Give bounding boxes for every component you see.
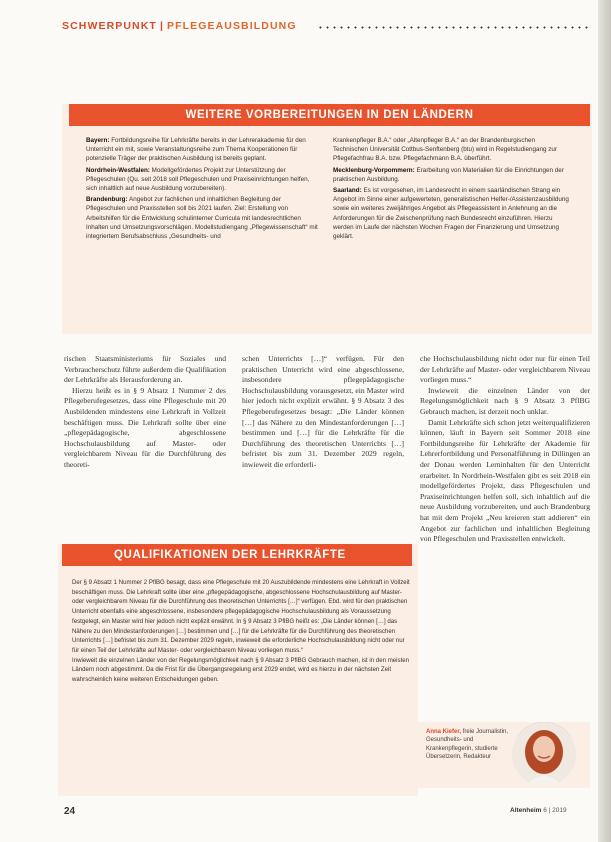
qualifikation-box-title: QUALIFIKATIONEN DER LEHRKRÄFTE <box>62 544 412 566</box>
article-column-3 <box>420 354 590 545</box>
article-paragraph: schen Unterrichts […]“ verfügen. Für den praktischen Unterricht wird eine abgeschlossene, insbesondere pflegepädagogische Hochschulausbildung vorausgesetzt, ein Master wird hier jedoch nicht explizit erwähnt. § 9 Absatz 3 des Pflegeberufegesetzes besagt: „Die Länder können […] das Nähere zu den Mindestanforderungen […] bestimmen und […] für die Lehrkräfte für die Durchführung des theoretischen Unterrichts […] befristet bis zum 31. Dezember 2029 regeln, inwieweit die erforderli- <box>242 354 404 469</box>
qualifikation-box-text <box>72 578 412 685</box>
magazine-name: Altenheim <box>510 807 542 814</box>
state-text: Es ist vorgesehen, im Landesrecht in einem saarländischen Strang ein Angebot im Sinne einer aufgewerteten, generalistischen Helfer-/Assistenzausbildung sowie ein weiteres zweijähriges Angebot als Pflegeassistent in Anlehnung an die Anforderungen für die Zwischenprüfung nach Bundesrecht einzuführen. Hierzu werden im Laufe der nächsten Wochen Fragen der Finanzierung und Umsetzung geklärt. <box>333 187 569 241</box>
page-edge <box>598 0 611 842</box>
article-paragraph: rischen Staatsministeriums für Soziales und Verbraucherschutz führte außerdem die Qualifikation der Lehrkräfte als Herausforderung an. <box>64 354 226 385</box>
header-section: SCHWERPUNKT <box>62 20 157 32</box>
state-text: Modellgefördertes Projekt zur Unterstützung der Pflegeschulen (Qu. seit 2018 soll Pflegeschulen und Praxiseinrichtungen helfen, sich inhaltlich auf neue Ausbildung vorzubereiten). <box>86 166 310 193</box>
magazine-footer <box>510 807 567 814</box>
author-name: Anna Kiefer, <box>426 729 462 735</box>
laender-box-column-right <box>333 136 571 243</box>
state-text: Krankenpfleger B.A.“ oder „Altenpfleger B.A.“ an der Brandenburgischen Technischen Universität Cottbus-Senftenberg (btu) wird in Regelstudiengang zur Pflegefachfrau B.A. bzw. Pflegefachmann B.A. überführt. <box>333 137 558 163</box>
state-name: Mecklenburg-Vorpommern: <box>333 166 415 174</box>
state-text: Fortbildungsreihe für Lehrkräfte bereits in der Lehrerakademie für den Unterricht ein mit, sowie Veranstaltungsreihe zum Thema Kooperationen für potenzielle Träger der praktischen Ausbildung ist bereits geplant. <box>86 137 306 163</box>
laender-entry <box>333 136 571 164</box>
article-column-1 <box>64 354 226 471</box>
state-text: Erarbeitung von Materialien für die Einrichtungen der praktischen Ausbildung. <box>333 166 564 183</box>
state-name: Nordrhein-Westfalen: <box>86 166 150 174</box>
header-dotted-rule <box>317 26 592 29</box>
laender-entry <box>333 186 571 241</box>
running-header <box>62 20 592 34</box>
article-paragraph: Inwieweit die einzelnen Länder von der Regelungsmöglichkeit nach § 9 Absatz 3 PflBG Gebrauch machen, ist derzeit noch unklar. <box>420 385 590 416</box>
header-separator: | <box>159 20 164 32</box>
magazine-issue: 6 | 2019 <box>541 807 567 814</box>
laender-box-column-left <box>86 136 321 243</box>
article-paragraph: Hierzu heißt es in § 9 Absatz 1 Nummer 2 des Pflegeberufegesetzes, dass eine Pflegeschule mit 20 Ausbildenden mindestens eine Lehrkraft in Vollzeit beschäftigen muss. Die Lehrkraft sollte über eine „pflegepädagogische, abgeschlossene Hochschulausbildung auf Master- oder vergleichbarem Niveau für die Durchführung des theoreti- <box>64 385 226 469</box>
laender-entry <box>86 166 321 194</box>
state-name: Saarland: <box>333 187 362 195</box>
article-column-2 <box>242 354 404 471</box>
laender-entry <box>86 195 321 241</box>
laender-entry <box>333 166 571 184</box>
author-photo <box>512 722 576 786</box>
author-bio <box>426 728 518 762</box>
state-name: Brandenburg: <box>86 196 128 204</box>
qual-paragraph: Der § 9 Absatz 1 Nummer 2 PflBG besagt, dass eine Pflegeschule mit 20 Auszubildende mindestens eine Lehrkraft in Vollzeit beschäftigen muss. Die Lehrkraft sollte über eine „pflegepädagogische, abgeschlossene Hochschulausbildung auf Master- oder vergleichbarem Niveau für die Durchführung des theoretischen Unterrichts […]“ verfügen. Ebd. wird für den praktischen Unterricht ebenfalls eine abgeschlossene, insbesondere pflegepädagogische Hochschulausbildung als Voraussetzung festgelegt, ein Master wird hier jedoch nicht explizit erwähnt. In § 9 Absatz 3 PflBG heißt es: „Die Länder können […] das Nähere zu den Mindestanforderungen […] bestimmen und […] für die Lehrkräfte für die Durchführung des theoretischen Unterrichts […] befristet bis zum 31. Dezember 2029 regeln, inwieweit die erforderliche Hochschulausbildung nicht oder nur für einen Teil der Lehrkräfte auf Master- oder vergleichbarem Niveau vorliegen muss.“ <box>72 579 410 654</box>
header-topic: PFLEGEAUSBILDUNG <box>166 20 297 32</box>
laender-entry <box>86 136 321 164</box>
state-text: Angebot zur fachlichen und inhaltlichen Begleitung der Pflegeschulen und Praxisstellen soll bis 2021 laufen. Ziel: Erstellung von Arbeitshilfen für die Entwicklung schulinterner Curricula mit landesrechtlichen Inhalten und Umsetzungsvorschlägen. Modellstudiengang „Pflegewissenschaft“ mit integriertem Berufsabschluss „Gesundheits- und <box>86 196 318 241</box>
article-paragraph: Damit Lehrkräfte sich schon jetzt weiterqualifizieren können, läuft in Bayern seit Sommer 2018 eine Fortbildungsreihe für Lehrkräfte der Akademie für Lehrerfortbildung und Personalführung in Dillingen an der Donau werden Lerninhalten für den Unterricht erarbeitet. In Nordrhein-Westfalen gibt es seit 2018 ein modellgefördertes Projekt, dass Pflegeschulen und Praxiseinrichtungen helfen soll, sich inhaltlich auf die neue Ausbildung vorzubereiten, und auch Brandenburg hat mit dem Projekt „Neu kreieren statt addieren“ ein Angebot zur fachlichen und inhaltlichen Begleitung von Pflegeschulen und Praxisstellen entwickelt. <box>420 417 590 544</box>
state-name: Bayern: <box>86 137 110 144</box>
article-paragraph: che Hochschulausbildung nicht oder nur für einen Teil der Lehrkräfte auf Master- oder vergleichbarem Niveau vorliegen muss.“ <box>420 354 590 385</box>
page-number: 24 <box>64 806 76 817</box>
author-description: freie Journalistin, Gesundheits- und Krankenpflegerin, studierte Übersetzerin, Redakteur <box>426 729 509 761</box>
qual-paragraph: Inwieweit die einzelnen Länder von der Regelungsmöglichkeit nach § 9 Absatz 3 PflBG Gebrauch machen, ist in den meisten Ländern noch abgestimmt. Da die Frist für die Übergangsregelung erst 2029 endet, wird es hierzu in der nächsten Zeit wahrscheinlich keine weiteren Entscheidungen geben. <box>72 656 410 684</box>
laender-box-title: WEITERE VORBEREITUNGEN IN DEN LÄNDERN <box>69 104 590 126</box>
author-portrait-icon <box>512 722 576 786</box>
